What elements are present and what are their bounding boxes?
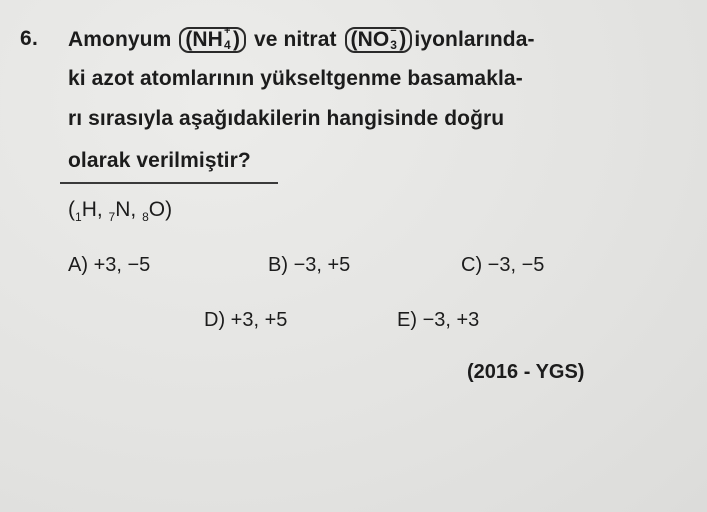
option-letter: A) [68,254,88,276]
stem-text: Amonyum [68,28,172,51]
exam-source: (2016 - YGS) [467,361,585,383]
oxygen-symbol: O [148,198,166,221]
question-stem-line-2: ki azot atomlarının yükseltgenme basamakla- [68,67,523,90]
option-b[interactable] [268,254,350,277]
hydrogen-atomic-number: 1 [75,210,82,225]
question-stem-line-4: olarak verilmiştir? [68,149,251,172]
option-letter: E) [397,309,417,331]
option-letter: C) [461,254,483,276]
oxygen-atomic-number: 8 [142,210,149,225]
option-c[interactable] [461,254,544,277]
option-letter: D) [204,309,226,331]
option-e[interactable] [397,309,479,332]
option-text: +3, +5 [230,309,288,331]
option-d[interactable] [204,309,287,332]
option-text: −3, +5 [293,254,351,276]
option-text: −3, +3 [422,309,480,331]
question-number: 6. [20,27,39,50]
option-a[interactable] [68,254,150,277]
ammonium-ion-formula: (NH + 4 ) [179,27,246,53]
nitrogen-symbol: N, [115,198,143,221]
hydrogen-symbol: H, [81,198,109,221]
nitrogen-atomic-number: 7 [108,210,116,225]
nitrate-ion-formula: (NO − 3 ) [345,27,413,53]
stem-text: ve nitrat [253,28,337,51]
option-letter: B) [268,254,288,276]
question-stem-line-3: rı sırasıyla aşağıdakilerin hangisinde doğru [68,107,505,130]
option-text: +3, −5 [93,254,151,276]
option-text: −3, −5 [487,254,545,276]
question-stem-line-1 [68,27,535,53]
atomic-numbers-info: ($_1H$, $_7$N, $_8$O) [68,198,173,225]
divider-line [60,182,278,184]
stem-text: iyonlarında- [414,28,535,51]
